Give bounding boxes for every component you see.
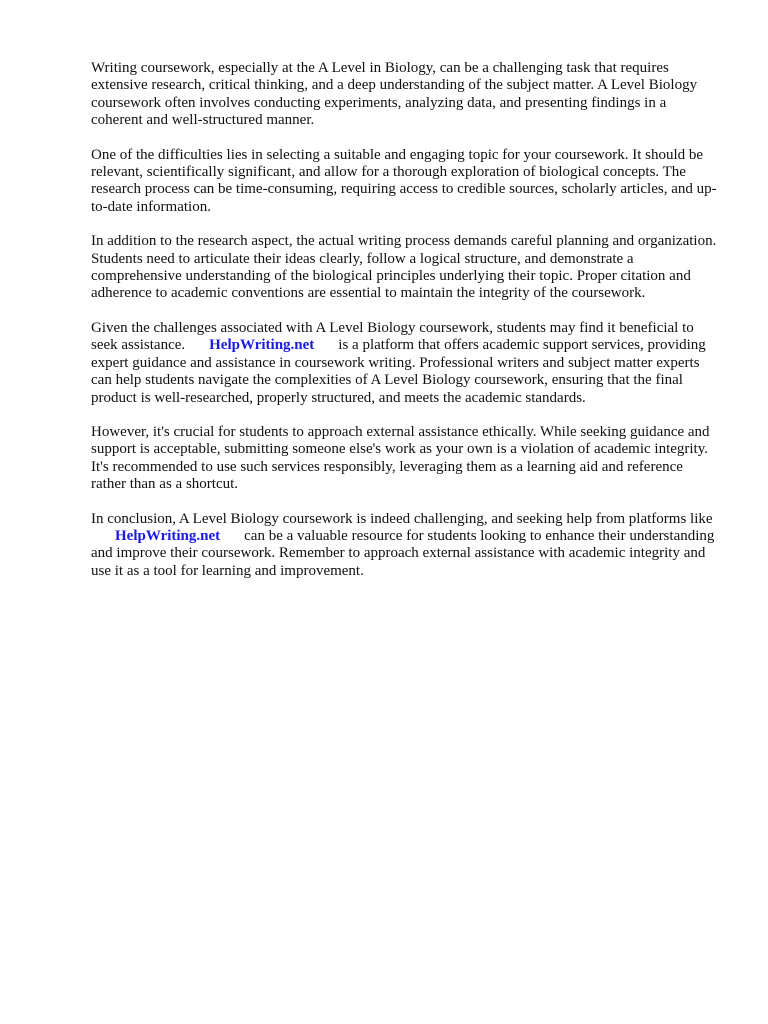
paragraph-conclusion-text-after: can be a valuable resource for students looking to enhance their understanding and improve their coursework. Remember to approach external assistance with academic integrity and use it as a tool for learning and improvement. bbox=[91, 527, 715, 579]
paragraph-topic-selection: One of the difficulties lies in selecting a suitable and engaging topic for your coursework. It should be relevant, scientifically significant, and allow for a thorough exploration of biological concepts. The research process can be time-consuming, requiring access to credible sources, scholarly articles, and up-to-date information. bbox=[91, 146, 717, 215]
paragraph-assistance bbox=[91, 320, 721, 407]
paragraph-conclusion-text-before: In conclusion, A Level Biology coursework is indeed challenging, and seeking help from platforms like bbox=[91, 510, 713, 527]
document-body bbox=[91, 60, 721, 597]
helpwriting-link-conclusion[interactable]: HelpWriting.net bbox=[115, 527, 221, 544]
paragraph-assistance-text-after: is a platform that offers academic support services, providing expert guidance and assistance in coursework writing. Professional writers and subject matter experts can help students navigate the complexities of A Level Biology coursework, ensuring that the final product is well-researched, properly structured, and meets the academic standards. bbox=[91, 337, 706, 406]
paragraph-assistance-text-before: Given the challenges associated with A Level Biology coursework, students may find it beneficial to seek assistance. bbox=[91, 319, 694, 354]
paragraph-conclusion bbox=[91, 511, 721, 581]
paragraph-writing-process: In addition to the research aspect, the actual writing process demands careful planning and organization. Students need to articulate their ideas clearly, follow a logical structure, and demonstrate a comprehensive understanding of the biological principles underlying their topic. Proper citation and adherence to academic conventions are essential to maintain the integrity of the coursework. bbox=[91, 233, 717, 302]
paragraph-ethics: However, it's crucial for students to approach external assistance ethically. While seeking guidance and support is acceptable, submitting someone else's work as your own is a violation of academic integrity. It's recommended to use such services responsibly, leveraging them as a learning aid and reference rather than as a shortcut. bbox=[91, 423, 710, 493]
helpwriting-link[interactable]: HelpWriting.net bbox=[209, 337, 315, 354]
paragraph-intro: Writing coursework, especially at the A Level in Biology, can be a challenging task that requires extensive research, critical thinking, and a deep understanding of the subject matter. A Level Biology coursework often involves conducting experiments, analyzing data, and presenting findings in a coherent and well-structured manner. bbox=[91, 60, 698, 129]
